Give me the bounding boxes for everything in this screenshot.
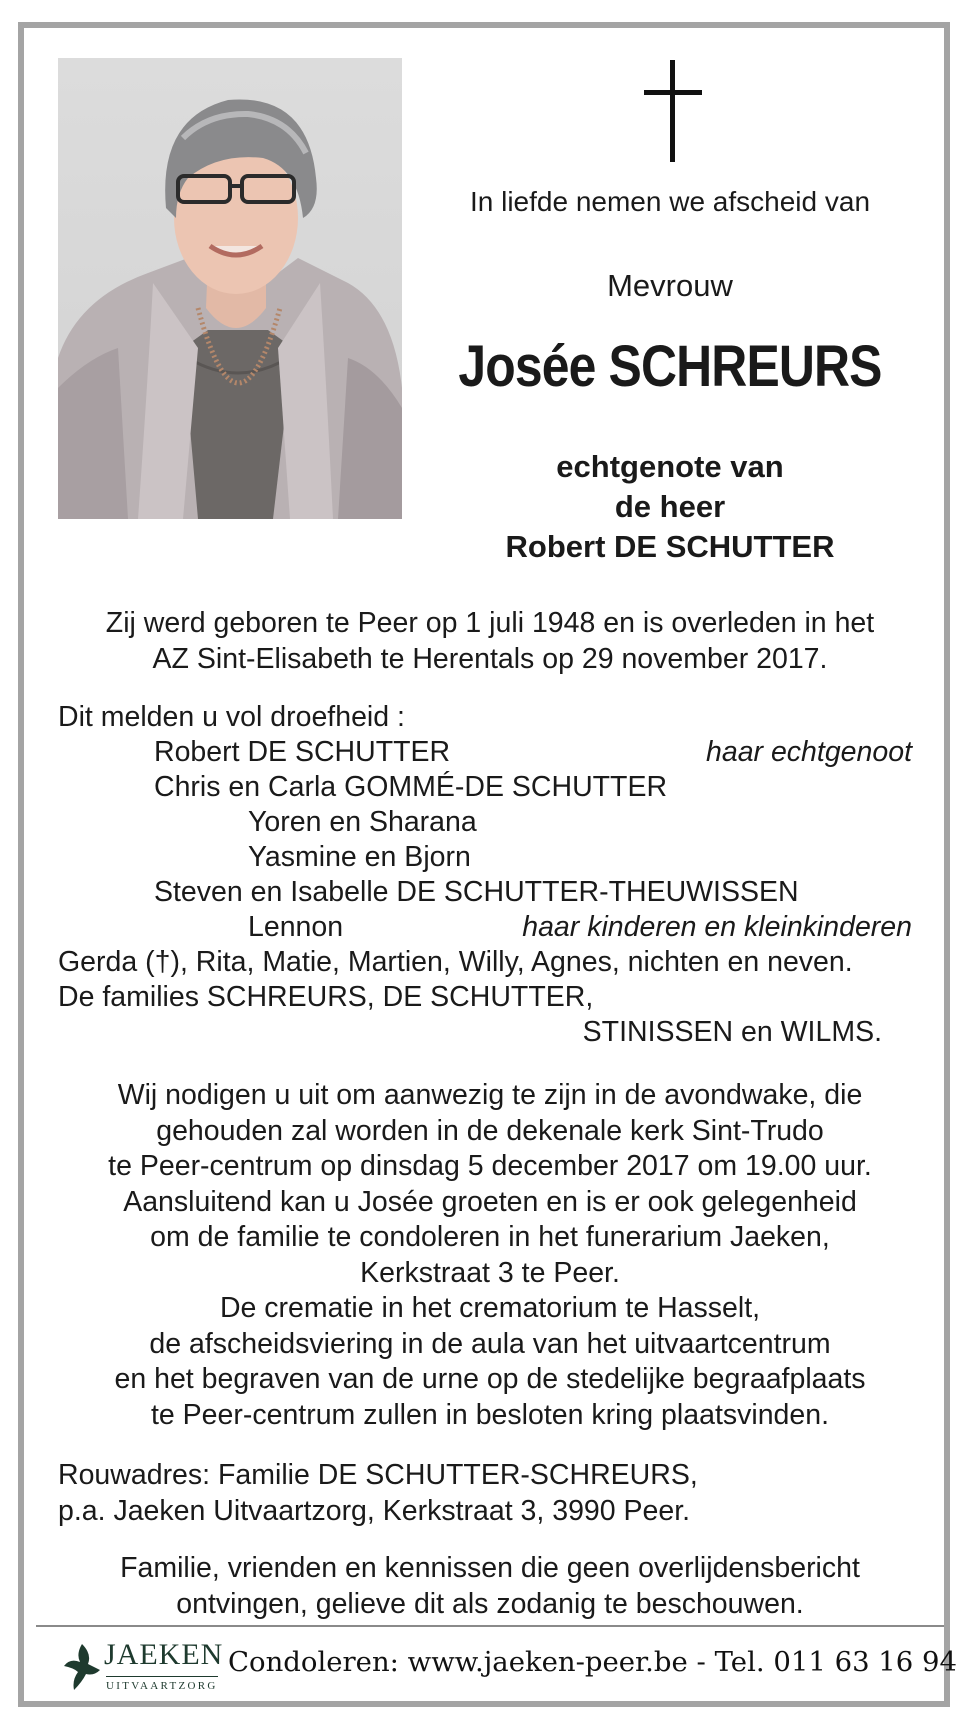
brand-rule <box>106 1676 218 1677</box>
spouse-info <box>410 447 930 567</box>
condolence-contact: Condoleren: www.jaeken-peer.be - Tel. 011 63 16 94 <box>228 1646 958 1678</box>
announcer-name: Robert DE SCHUTTER <box>154 736 451 768</box>
salutation: Mevrouw <box>607 268 733 303</box>
text-line: Wij nodigen u uit om aanwezig te zijn in de avondwake, die <box>117 1079 863 1111</box>
announcers-intro: Dit melden u vol droefheid : <box>58 701 405 733</box>
list-item <box>58 910 918 945</box>
relation-label: haar kinderen en kleinkinderen <box>522 911 912 943</box>
divider <box>36 1625 944 1627</box>
text-line: Rouwadres: Familie DE SCHUTTER-SCHREURS, <box>58 1459 698 1491</box>
text-line: ontvingen, gelieve dit als zodanig te beschouwen. <box>176 1587 804 1620</box>
birth-death-paragraph <box>0 606 980 677</box>
text-line: gehouden zal worden in de dekenale kerk Sint-Trudo <box>156 1114 824 1147</box>
text-line: Kerkstraat 3 te Peer. <box>360 1256 620 1289</box>
announcers-list <box>58 700 918 1050</box>
brand-name: JAEKEN <box>104 1638 224 1671</box>
text-line: Aansluitend kan u Josée groeten en is er ook gelegenheid <box>123 1185 857 1218</box>
text-line: AZ Sint-Elisabeth te Herentals op 29 november 2017. <box>152 642 828 675</box>
text-line: te Peer-centrum op dinsdag 5 december 2017 om 19.00 uur. <box>108 1150 872 1182</box>
footer <box>58 1636 958 1700</box>
text-line: p.a. Jaeken Uitvaartzorg, Kerkstraat 3, 3990 Peer. <box>58 1494 691 1527</box>
mourning-address <box>58 1458 698 1529</box>
text-line: en het begraven van de urne op de stedelijke begraafplaats <box>114 1363 866 1395</box>
spouse-line: Robert DE SCHUTTER <box>505 529 835 564</box>
list-item: STINISSEN en WILMS. <box>582 1016 882 1048</box>
jaeken-logo <box>58 1636 226 1700</box>
brand-subtitle: UITVAARTZORG <box>106 1680 218 1692</box>
list-item: Chris en Carla GOMMÉ-DE SCHUTTER <box>154 771 668 803</box>
spouse-line: de heer <box>614 489 726 524</box>
ceremony-paragraph <box>0 1078 980 1433</box>
text-line: om de familie te condoleren in het funerarium Jaeken, <box>150 1221 830 1253</box>
deceased-name: Josée SCHREURS <box>458 334 882 399</box>
text-line: Zij werd geboren te Peer op 1 juli 1948 en is overleden in het <box>105 607 875 639</box>
relation-label: haar echtgenoot <box>706 736 912 768</box>
list-item: De families SCHREURS, DE SCHUTTER, <box>58 981 594 1013</box>
list-item: Yasmine en Bjorn <box>248 841 471 873</box>
text-line: de afscheidsviering in de aula van het uitvaartcentrum <box>149 1327 831 1360</box>
list-item <box>58 735 918 770</box>
closing-paragraph <box>0 1551 980 1622</box>
text-line: te Peer-centrum zullen in besloten kring plaatsvinden. <box>150 1398 830 1431</box>
list-item: Steven en Isabelle DE SCHUTTER-THEUWISSEN <box>154 876 799 908</box>
text-line: De crematie in het crematorium te Hasselt, <box>219 1292 761 1324</box>
intro-line: In liefde nemen we afscheid van <box>469 186 871 217</box>
portrait-photo <box>58 58 402 519</box>
list-item: Yoren en Sharana <box>248 806 477 838</box>
announcer-name: Lennon <box>248 911 344 943</box>
text-line: Familie, vrienden en kennissen die geen overlijdensbericht <box>120 1552 860 1584</box>
spouse-line: echtgenote van <box>556 449 784 484</box>
dove-icon <box>62 1640 102 1692</box>
cross-icon <box>640 60 706 162</box>
list-item: Gerda (†), Rita, Matie, Martien, Willy, Agnes, nichten en neven. <box>58 946 853 978</box>
